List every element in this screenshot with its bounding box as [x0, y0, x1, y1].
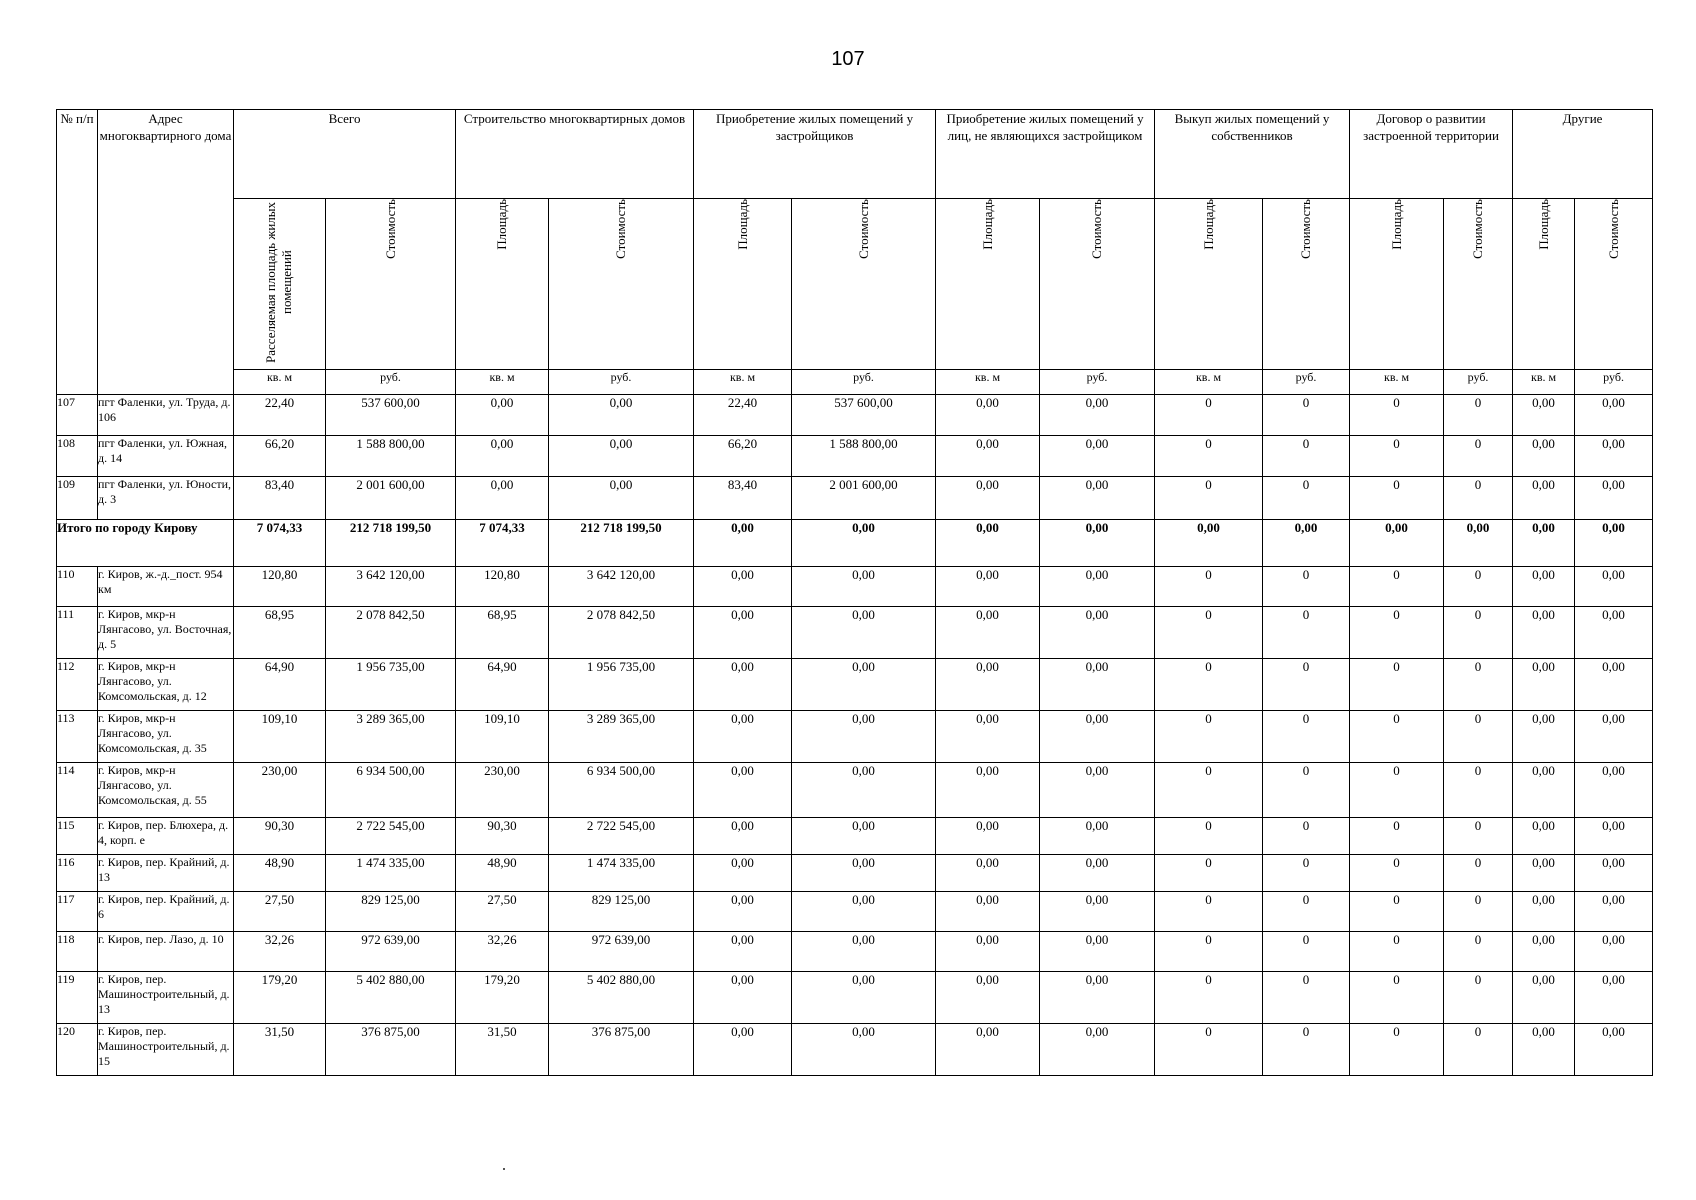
cell-value: 64,90	[234, 659, 326, 711]
row-address: г. Киров, мкр-н Лянгасово, ул. Комсомольская, д. 12	[98, 659, 234, 711]
header-other: Другие	[1513, 110, 1653, 199]
row-address: пгт Фаленки, ул. Труда, д. 106	[98, 395, 234, 436]
cell-value: 0	[1350, 711, 1444, 763]
cell-value: 0	[1350, 477, 1444, 520]
cell-value: 0,00	[1575, 932, 1653, 972]
row-number: 117	[57, 892, 98, 932]
cell-value: 1 956 735,00	[549, 659, 694, 711]
cell-value: 0,00	[694, 567, 792, 607]
header-purchase-other: Приобретение жилых помещений у лиц, не являющихся застройщиком	[936, 110, 1155, 199]
cell-value: 0,00	[936, 818, 1040, 855]
table-body	[57, 395, 1653, 1076]
subheader-cost: Стоимость	[326, 199, 456, 370]
subheader-cost: Стоимость	[1575, 199, 1653, 370]
cell-value: 90,30	[234, 818, 326, 855]
row-address: г. Киров, ж.-д._пост. 954 км	[98, 567, 234, 607]
unit-area: кв. м	[234, 370, 326, 395]
subheader-area: Площадь	[456, 199, 549, 370]
cell-value: 0,00	[792, 972, 936, 1024]
total-value: 212 718 199,50	[549, 520, 694, 567]
row-address: г. Киров, пер. Крайний, д. 6	[98, 892, 234, 932]
table-row	[57, 436, 1653, 477]
cell-value: 120,80	[456, 567, 549, 607]
cell-value: 0	[1263, 892, 1350, 932]
cell-value: 0,00	[936, 972, 1040, 1024]
cell-value: 972 639,00	[549, 932, 694, 972]
cell-value: 0	[1444, 395, 1513, 436]
header-total: Всего	[234, 110, 456, 199]
cell-value: 0	[1444, 567, 1513, 607]
subheader-cost: Стоимость	[549, 199, 694, 370]
cell-value: 0,00	[549, 395, 694, 436]
cell-value: 0,00	[1575, 567, 1653, 607]
cell-value: 0,00	[1040, 395, 1155, 436]
cell-value: 27,50	[234, 892, 326, 932]
cell-value: 0,00	[694, 659, 792, 711]
row-number: 112	[57, 659, 98, 711]
cell-value: 0,00	[936, 1024, 1040, 1076]
cell-value: 0,00	[694, 607, 792, 659]
cell-value: 0	[1263, 818, 1350, 855]
subheader-area: Площадь	[936, 199, 1040, 370]
row-number: 114	[57, 763, 98, 818]
cell-value: 0,00	[936, 567, 1040, 607]
cell-value: 0,00	[1513, 972, 1575, 1024]
cell-value: 0	[1155, 567, 1263, 607]
row-number: 108	[57, 436, 98, 477]
cell-value: 0,00	[792, 659, 936, 711]
cell-value: 48,90	[234, 855, 326, 892]
table-row	[57, 567, 1653, 607]
cell-value: 3 642 120,00	[549, 567, 694, 607]
cell-value: 0,00	[1575, 659, 1653, 711]
cell-value: 0	[1263, 395, 1350, 436]
cell-value: 0,00	[1513, 477, 1575, 520]
unit-area: кв. м	[1350, 370, 1444, 395]
cell-value: 32,26	[234, 932, 326, 972]
total-value: 7 074,33	[456, 520, 549, 567]
row-number: 115	[57, 818, 98, 855]
cell-value: 0,00	[1513, 659, 1575, 711]
cell-value: 0,00	[792, 567, 936, 607]
cell-value: 0,00	[792, 892, 936, 932]
cell-value: 2 722 545,00	[549, 818, 694, 855]
cell-value: 5 402 880,00	[549, 972, 694, 1024]
cell-value: 829 125,00	[549, 892, 694, 932]
row-address: г. Киров, пер. Крайний, д. 13	[98, 855, 234, 892]
total-value: 0,00	[1040, 520, 1155, 567]
cell-value: 0,00	[1513, 818, 1575, 855]
cell-value: 0,00	[1040, 436, 1155, 477]
table-row	[57, 395, 1653, 436]
unit-cost: руб.	[1040, 370, 1155, 395]
cell-value: 0,00	[936, 763, 1040, 818]
cell-value: 0	[1444, 659, 1513, 711]
total-value: 7 074,33	[234, 520, 326, 567]
cell-value: 0	[1350, 436, 1444, 477]
cell-value: 27,50	[456, 892, 549, 932]
unit-cost: руб.	[792, 370, 936, 395]
row-number: 107	[57, 395, 98, 436]
cell-value: 0	[1444, 477, 1513, 520]
table-row	[57, 1024, 1653, 1076]
table-row	[57, 607, 1653, 659]
cell-value: 0,00	[1040, 855, 1155, 892]
total-value: 0,00	[694, 520, 792, 567]
cell-value: 0,00	[694, 818, 792, 855]
cell-value: 2 078 842,50	[549, 607, 694, 659]
cell-value: 0	[1155, 972, 1263, 1024]
cell-value: 0,00	[936, 932, 1040, 972]
cell-value: 0,00	[936, 855, 1040, 892]
table-row	[57, 855, 1653, 892]
total-value: 0,00	[936, 520, 1040, 567]
subheader-area: Площадь	[1350, 199, 1444, 370]
cell-value: 0,00	[792, 711, 936, 763]
cell-value: 0,00	[549, 477, 694, 520]
subheader-cost: Стоимость	[1040, 199, 1155, 370]
cell-value: 0	[1155, 711, 1263, 763]
cell-value: 0	[1444, 972, 1513, 1024]
cell-value: 0,00	[1513, 763, 1575, 818]
cell-value: 31,50	[456, 1024, 549, 1076]
cell-value: 0	[1263, 932, 1350, 972]
row-number: 120	[57, 1024, 98, 1076]
header-development-agreement: Договор о развитии застроенной территории	[1350, 110, 1513, 199]
cell-value: 0,00	[1513, 607, 1575, 659]
cell-value: 109,10	[234, 711, 326, 763]
cell-value: 0,00	[1513, 1024, 1575, 1076]
total-value: 0,00	[1263, 520, 1350, 567]
cell-value: 0,00	[1575, 818, 1653, 855]
cell-value: 0,00	[1040, 607, 1155, 659]
cell-value: 0	[1444, 1024, 1513, 1076]
cell-value: 0	[1263, 1024, 1350, 1076]
cell-value: 90,30	[456, 818, 549, 855]
cell-value: 0	[1444, 892, 1513, 932]
total-value: 0,00	[1513, 520, 1575, 567]
cell-value: 0,00	[1040, 1024, 1155, 1076]
cell-value: 22,40	[234, 395, 326, 436]
cell-value: 83,40	[234, 477, 326, 520]
table-row	[57, 818, 1653, 855]
cell-value: 537 600,00	[792, 395, 936, 436]
unit-cost: руб.	[1444, 370, 1513, 395]
cell-value: 1 956 735,00	[326, 659, 456, 711]
cell-value: 0	[1350, 395, 1444, 436]
cell-value: 66,20	[234, 436, 326, 477]
cell-value: 0	[1155, 763, 1263, 818]
cell-value: 0	[1350, 932, 1444, 972]
cell-value: 0,00	[1575, 607, 1653, 659]
cell-value: 972 639,00	[326, 932, 456, 972]
cell-value: 0,00	[1513, 855, 1575, 892]
cell-value: 0	[1263, 659, 1350, 711]
cell-value: 0,00	[792, 1024, 936, 1076]
cell-value: 537 600,00	[326, 395, 456, 436]
total-value: 0,00	[1575, 520, 1653, 567]
cell-value: 0,00	[936, 659, 1040, 711]
cell-value: 0,00	[694, 711, 792, 763]
cell-value: 0	[1263, 477, 1350, 520]
cell-value: 0,00	[936, 892, 1040, 932]
cell-value: 0,00	[1513, 395, 1575, 436]
cell-value: 0,00	[936, 607, 1040, 659]
cell-value: 2 001 600,00	[326, 477, 456, 520]
row-address: пгт Фаленки, ул. Юности, д. 3	[98, 477, 234, 520]
cell-value: 0,00	[694, 855, 792, 892]
total-value: 0,00	[1444, 520, 1513, 567]
table-row	[57, 932, 1653, 972]
cell-value: 0,00	[792, 763, 936, 818]
subheader-area: Площадь	[1513, 199, 1575, 370]
cell-value: 0,00	[1040, 892, 1155, 932]
cell-value: 0,00	[1040, 972, 1155, 1024]
cell-value: 0,00	[1513, 932, 1575, 972]
total-label: Итого по городу Кирову	[57, 520, 234, 567]
unit-cost: руб.	[549, 370, 694, 395]
cell-value: 2 722 545,00	[326, 818, 456, 855]
cell-value: 0	[1263, 711, 1350, 763]
row-address: г. Киров, мкр-н Лянгасово, ул. Комсомольская, д. 55	[98, 763, 234, 818]
total-row	[57, 520, 1653, 567]
cell-value: 1 474 335,00	[326, 855, 456, 892]
cell-value: 3 289 365,00	[326, 711, 456, 763]
cell-value: 83,40	[694, 477, 792, 520]
cell-value: 0,00	[1513, 892, 1575, 932]
cell-value: 0,00	[1040, 477, 1155, 520]
cell-value: 1 588 800,00	[326, 436, 456, 477]
cell-value: 0,00	[1575, 892, 1653, 932]
cell-value: 0	[1350, 1024, 1444, 1076]
cell-value: 6 934 500,00	[549, 763, 694, 818]
cell-value: 376 875,00	[549, 1024, 694, 1076]
unit-cost: руб.	[326, 370, 456, 395]
cell-value: 179,20	[456, 972, 549, 1024]
cell-value: 6 934 500,00	[326, 763, 456, 818]
cell-value: 0	[1155, 659, 1263, 711]
cell-value: 0,00	[1040, 932, 1155, 972]
cell-value: 66,20	[694, 436, 792, 477]
cell-value: 0,00	[1575, 477, 1653, 520]
page-number: 107	[831, 48, 865, 70]
unit-area: кв. м	[936, 370, 1040, 395]
cell-value: 0,00	[1040, 711, 1155, 763]
row-number: 118	[57, 932, 98, 972]
header-buyout: Выкуп жилых помещений у собственников	[1155, 110, 1350, 199]
total-value: 0,00	[1155, 520, 1263, 567]
cell-value: 0	[1350, 818, 1444, 855]
cell-value: 2 001 600,00	[792, 477, 936, 520]
row-address: г. Киров, пер. Лазо, д. 10	[98, 932, 234, 972]
cell-value: 0	[1155, 855, 1263, 892]
cell-value: 0,00	[694, 892, 792, 932]
cell-value: 0,00	[1513, 567, 1575, 607]
cell-value: 0,00	[1513, 436, 1575, 477]
cell-value: 22,40	[694, 395, 792, 436]
cell-value: 0,00	[1040, 818, 1155, 855]
cell-value: 0	[1444, 932, 1513, 972]
cell-value: 0	[1263, 607, 1350, 659]
cell-value: 230,00	[234, 763, 326, 818]
unit-area: кв. м	[456, 370, 549, 395]
cell-value: 0,00	[936, 436, 1040, 477]
row-address: г. Киров, пер. Машиностроительный, д. 13	[98, 972, 234, 1024]
table-row	[57, 763, 1653, 818]
unit-area: кв. м	[694, 370, 792, 395]
table-row	[57, 711, 1653, 763]
row-number: 111	[57, 607, 98, 659]
cell-value: 0,00	[1575, 436, 1653, 477]
total-value: 212 718 199,50	[326, 520, 456, 567]
cell-value: 0,00	[936, 477, 1040, 520]
cell-value: 32,26	[456, 932, 549, 972]
cell-value: 0,00	[792, 855, 936, 892]
cell-value: 0	[1444, 607, 1513, 659]
row-number: 119	[57, 972, 98, 1024]
cell-value: 0	[1155, 395, 1263, 436]
cell-value: 0,00	[694, 972, 792, 1024]
cell-value: 0,00	[792, 607, 936, 659]
total-value: 0,00	[792, 520, 936, 567]
table-row	[57, 892, 1653, 932]
cell-value: 0,00	[456, 477, 549, 520]
cell-value: 0,00	[1575, 972, 1653, 1024]
unit-cost: руб.	[1575, 370, 1653, 395]
cell-value: 0,00	[694, 932, 792, 972]
cell-value: 0	[1155, 892, 1263, 932]
table-row	[57, 659, 1653, 711]
cell-value: 2 078 842,50	[326, 607, 456, 659]
cell-value: 0,00	[1040, 763, 1155, 818]
cell-value: 0	[1155, 932, 1263, 972]
cell-value: 376 875,00	[326, 1024, 456, 1076]
cell-value: 0	[1350, 659, 1444, 711]
cell-value: 0	[1444, 436, 1513, 477]
total-value: 0,00	[1350, 520, 1444, 567]
cell-value: 0,00	[936, 711, 1040, 763]
cell-value: 48,90	[456, 855, 549, 892]
cell-value: 0	[1350, 972, 1444, 1024]
cell-value: 3 642 120,00	[326, 567, 456, 607]
cell-value: 0,00	[694, 763, 792, 818]
resettlement-table	[56, 109, 1653, 1076]
row-address: г. Киров, пер. Блюхера, д. 4, корп. е	[98, 818, 234, 855]
cell-value: 0	[1263, 436, 1350, 477]
cell-value: 0	[1350, 855, 1444, 892]
header-purchase-developers: Приобретение жилых помещений у застройщиков	[694, 110, 936, 199]
cell-value: 3 289 365,00	[549, 711, 694, 763]
cell-value: 0	[1350, 567, 1444, 607]
unit-area: кв. м	[1513, 370, 1575, 395]
subheader-cost: Стоимость	[792, 199, 936, 370]
row-address: г. Киров, мкр-н Лянгасово, ул. Комсомольская, д. 35	[98, 711, 234, 763]
cell-value: 0,00	[1513, 711, 1575, 763]
cell-value: 64,90	[456, 659, 549, 711]
cell-value: 0	[1263, 763, 1350, 818]
cell-value: 0,00	[792, 818, 936, 855]
row-address: пгт Фаленки, ул. Южная, д. 14	[98, 436, 234, 477]
cell-value: 230,00	[456, 763, 549, 818]
cell-value: 0	[1444, 763, 1513, 818]
cell-value: 120,80	[234, 567, 326, 607]
cell-value: 0,00	[456, 436, 549, 477]
cell-value: 0	[1350, 763, 1444, 818]
cell-value: 68,95	[456, 607, 549, 659]
cell-value: 1 588 800,00	[792, 436, 936, 477]
scan-speck	[503, 1168, 505, 1170]
header-address: Адрес многоквартирного дома	[98, 110, 234, 395]
cell-value: 5 402 880,00	[326, 972, 456, 1024]
subheader-resettled-area: Расселяемая площадь жилых помещений	[234, 199, 326, 370]
row-number: 109	[57, 477, 98, 520]
row-number: 116	[57, 855, 98, 892]
row-address: г. Киров, мкр-н Лянгасово, ул. Восточная, д. 5	[98, 607, 234, 659]
cell-value: 0	[1155, 607, 1263, 659]
cell-value: 0,00	[1575, 855, 1653, 892]
cell-value: 31,50	[234, 1024, 326, 1076]
cell-value: 0,00	[456, 395, 549, 436]
cell-value: 0	[1263, 567, 1350, 607]
cell-value: 1 474 335,00	[549, 855, 694, 892]
cell-value: 0	[1263, 855, 1350, 892]
unit-cost: руб.	[1263, 370, 1350, 395]
cell-value: 68,95	[234, 607, 326, 659]
cell-value: 109,10	[456, 711, 549, 763]
cell-value: 0	[1350, 892, 1444, 932]
cell-value: 0	[1155, 477, 1263, 520]
cell-value: 0,00	[549, 436, 694, 477]
cell-value: 0	[1444, 855, 1513, 892]
header-no: № п/п	[57, 110, 98, 395]
cell-value: 0	[1444, 818, 1513, 855]
cell-value: 0	[1444, 711, 1513, 763]
header-construction: Строительство многоквартирных домов	[456, 110, 694, 199]
cell-value: 0,00	[1575, 395, 1653, 436]
subheader-cost: Стоимость	[1263, 199, 1350, 370]
cell-value: 0	[1155, 818, 1263, 855]
cell-value: 0	[1263, 972, 1350, 1024]
row-number: 113	[57, 711, 98, 763]
cell-value: 0,00	[792, 932, 936, 972]
subheader-area: Площадь	[694, 199, 792, 370]
unit-area: кв. м	[1155, 370, 1263, 395]
row-address: г. Киров, пер. Машиностроительный, д. 15	[98, 1024, 234, 1076]
cell-value: 0,00	[1040, 567, 1155, 607]
cell-value: 0,00	[1575, 1024, 1653, 1076]
cell-value: 0	[1155, 436, 1263, 477]
table-row	[57, 477, 1653, 520]
cell-value: 179,20	[234, 972, 326, 1024]
cell-value: 0	[1350, 607, 1444, 659]
subheader-cost: Стоимость	[1444, 199, 1513, 370]
row-number: 110	[57, 567, 98, 607]
cell-value: 829 125,00	[326, 892, 456, 932]
table-row	[57, 972, 1653, 1024]
cell-value: 0,00	[1040, 659, 1155, 711]
subheader-area: Площадь	[1155, 199, 1263, 370]
cell-value: 0,00	[1575, 711, 1653, 763]
cell-value: 0	[1155, 1024, 1263, 1076]
cell-value: 0,00	[1575, 763, 1653, 818]
cell-value: 0,00	[694, 1024, 792, 1076]
cell-value: 0,00	[936, 395, 1040, 436]
